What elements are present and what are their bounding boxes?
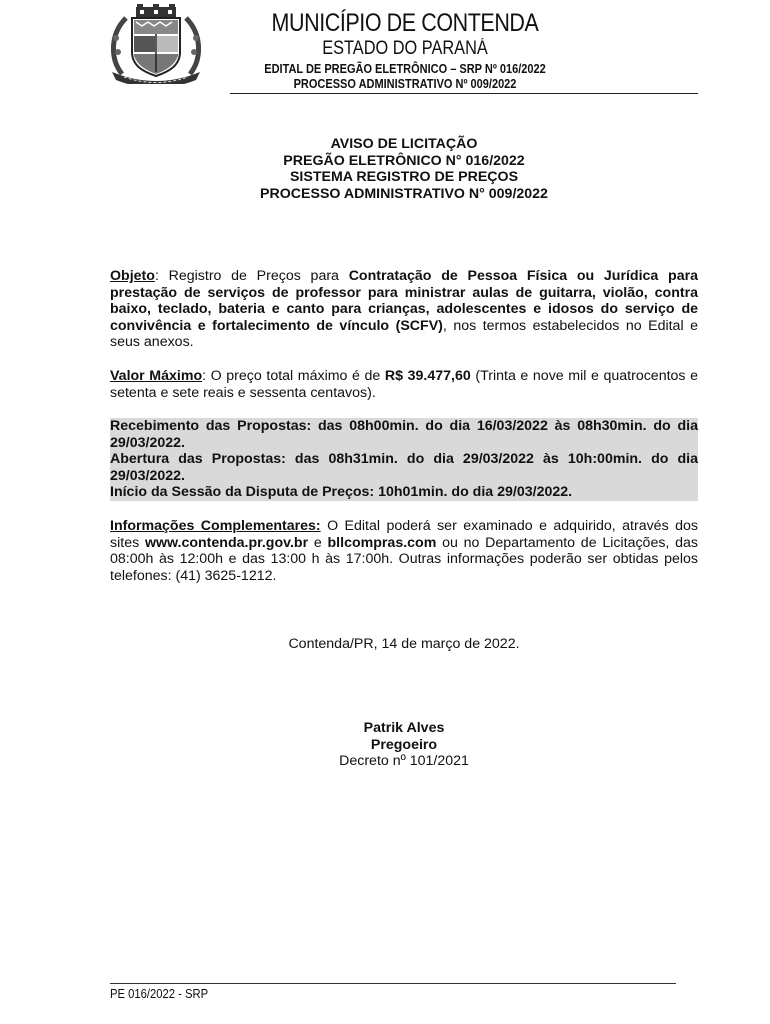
schedule-box	[110, 418, 698, 501]
letterhead	[230, 8, 580, 91]
notice-title-block	[110, 136, 698, 202]
proposal-receipt: Recebimento das Propostas: das 08h00min. do dia 16/03/2022 às 08h30min. do dia 29/03/2022.	[110, 418, 698, 451]
object-text-end: , nos termos estabelecidos no Edital e seus anexos.	[110, 317, 698, 350]
proposal-opening: Abertura das Propostas: das 08h31min. do dia 29/03/2022 às 10h:00min. do dia 29/03/2022.	[110, 451, 698, 484]
max-value-amount: R$ 39.477,60	[384, 368, 471, 384]
header-divider	[230, 93, 698, 94]
notice-title: AVISO DE LICITAÇÃO	[330, 136, 478, 152]
additional-info-end: ou no Departamento de Licitações, das 08:00h às 12:00h e das 13:00 h às 17:00h. Outras informações poderão ser obtidas pelos telefones: (41) 3625-1212.	[110, 534, 698, 584]
additional-info-paragraph	[110, 518, 698, 584]
additional-info-and: e	[308, 534, 328, 551]
max-value-label: Valor Máximo	[110, 368, 203, 384]
additional-info-intro: O Edital poderá ser examinado e adquirido, através dos sites	[110, 518, 698, 551]
signature-block	[110, 720, 698, 770]
object-paragraph	[110, 268, 698, 351]
max-value-paragraph	[110, 368, 698, 401]
website-link-bll[interactable]: bllcompras.com	[327, 534, 437, 551]
place-and-date: Contenda/PR, 14 de março de 2022.	[288, 636, 520, 652]
object-description: Contratação de Pessoa Física ou Jurídica para prestação de serviços de professor para ministrar aulas de guitarra, violão, contra baixo, teclado, bateria e canto para crianças, adolescentes e idosos do serviço de convivência e fortalecimento de vínculo (SCFV)	[110, 268, 699, 334]
municipality-name: MUNICÍPIO DE CONTENDA	[271, 9, 539, 37]
signatory-decree: Decreto nº 101/2021	[339, 753, 469, 769]
state-name: ESTADO DO PARANÁ	[322, 38, 488, 59]
notice-subtitle-process: PROCESSO ADMINISTRATIVO N° 009/2022	[260, 185, 548, 202]
notice-subtitle-system: SISTEMA REGISTRO DE PREÇOS	[289, 169, 519, 185]
object-label: Objeto	[110, 268, 155, 284]
object-text-intro: : Registro de Preços para	[154, 268, 349, 284]
footer-reference: PE 016/2022 - SRP	[110, 987, 209, 1001]
notice-subtitle-pregao: PREGÃO ELETRÔNICO N° 016/2022	[283, 152, 525, 169]
signatory-role: Pregoeiro	[370, 736, 438, 753]
signatory-name: Patrik Alves	[363, 720, 445, 736]
additional-info-label: Informações Complementares:	[110, 518, 321, 534]
edital-reference: EDITAL DE PREGÃO ELETRÔNICO – SRP Nº 016/2022	[264, 62, 546, 76]
footer-divider	[110, 983, 676, 984]
website-link-contenda[interactable]: www.contenda.pr.gov.br	[144, 534, 309, 551]
process-reference: PROCESSO ADMINISTRATIVO Nº 009/2022	[293, 77, 517, 91]
max-value-intro: : O preço total máximo é de	[202, 368, 385, 384]
session-start: Início da Sessão da Disputa de Preços: 10h01min. do dia 29/03/2022.	[110, 484, 573, 500]
max-value-words: (Trinta e nove mil e quatrocentos e setenta e sete reais e sessenta centavos).	[110, 368, 698, 401]
municipal-crest-logo	[104, 4, 208, 84]
